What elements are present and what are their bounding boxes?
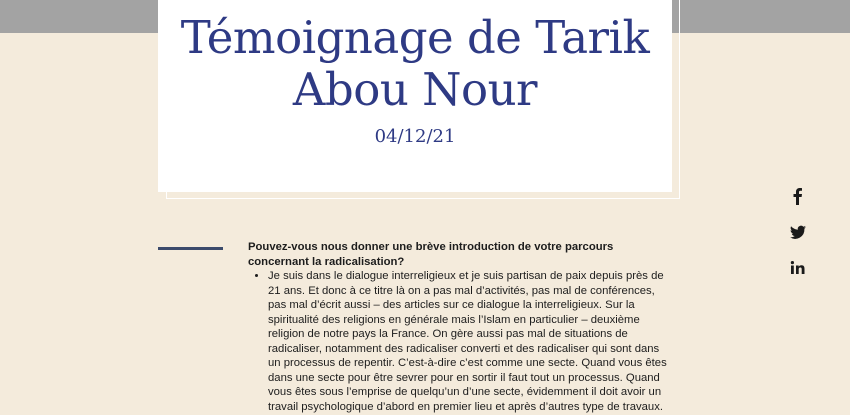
- linkedin-share-link[interactable]: [788, 258, 808, 278]
- twitter-icon: [788, 222, 808, 242]
- facebook-share-link[interactable]: [788, 186, 808, 206]
- answer-item: • Je suis dans le dialogue interreligieux et je suis partisan de paix depuis près de 21 ans. Et donc à ce titre là on a pas mal d’activités, pas mal de conférences, pas mal d’écrit aussi – des articles sur ce dialogue la interreligieux. Sur la spiritualité des religions en générale mais l’Islam en particulier – deuxième religion de notre pays la France. On gère aussi pas mal de situations de radicaliser, notamment des radicaliser converti et des radicaliser qui sont dans un processus de repentir. C’est-à-dire c’est comme une secte. Quand vous êtes dans une secte pour être sevrer pour en sortir il faut tout un processus. Quand vous êtes sous l’emprise de quelqu’un d’une secte, évidemment il doit avoir un travail psychologique d’abord en premier lieu et après d’autres type de travaux.: [268, 269, 668, 414]
- share-bar: [786, 186, 810, 294]
- linkedin-icon: [788, 258, 808, 278]
- article-body: [248, 240, 668, 414]
- facebook-icon: [788, 186, 808, 206]
- answer-list: [248, 269, 668, 414]
- section-divider: [158, 247, 223, 250]
- page-title: Témoignage de Tarik Abou Nour: [180, 11, 650, 116]
- twitter-share-link[interactable]: [788, 222, 808, 242]
- post-date: 04/12/21: [374, 126, 456, 147]
- interview-question: Pouvez-vous nous donner une brève introduction de votre parcours concernant la radicalisation?: [248, 241, 614, 268]
